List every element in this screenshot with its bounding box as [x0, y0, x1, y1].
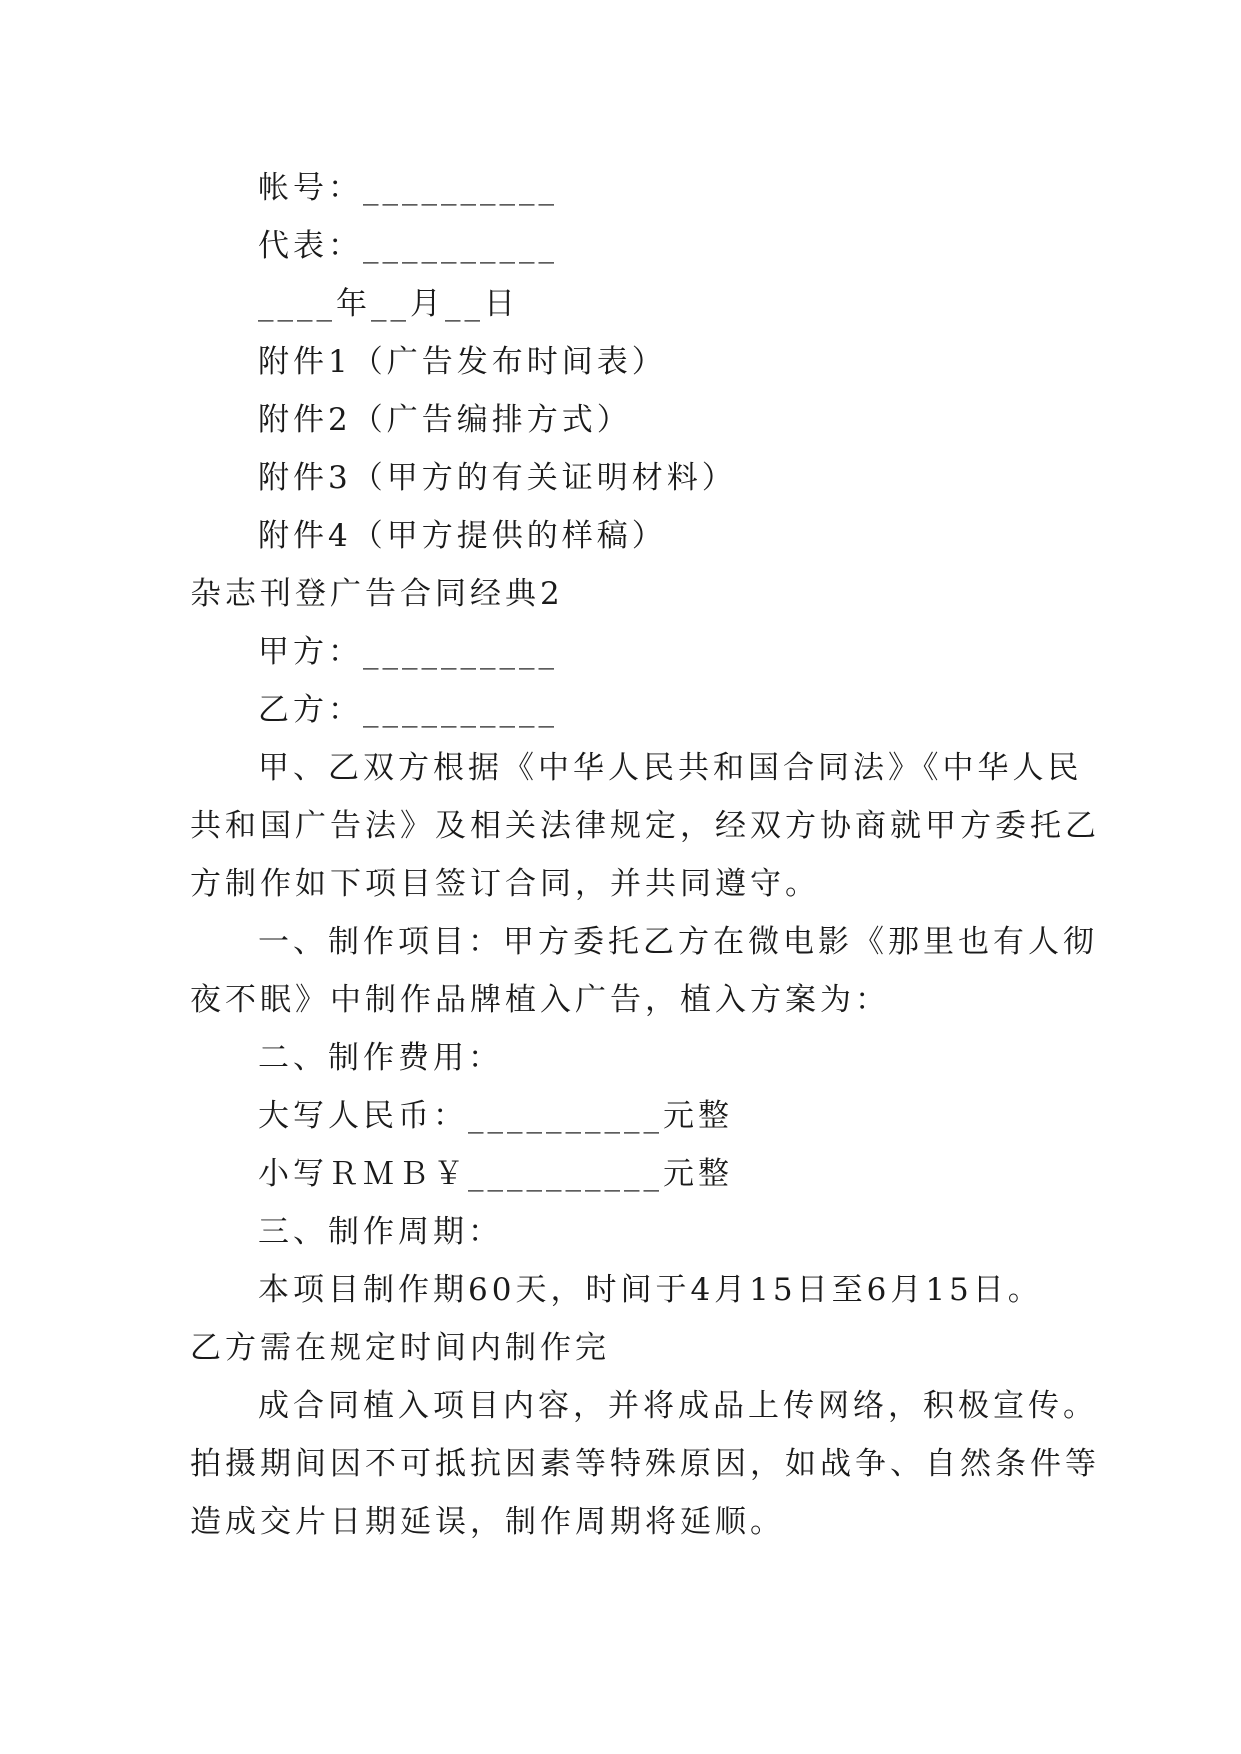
section1-line-1: 一、制作项目：甲方委托乙方在微电影《那里也有人彻	[258, 924, 1098, 960]
amount-upper-line: 大写人民币：__________元整	[258, 1098, 733, 1134]
section3-heading: 三、制作周期：	[258, 1214, 503, 1250]
preamble-line-2: 共和国广告法》及相关法律规定，经双方协商就甲方委托乙	[190, 808, 1100, 844]
attachment-4: 附件4（甲方提供的样稿）	[258, 518, 667, 554]
attachment-2: 附件2（广告编排方式）	[258, 402, 632, 438]
period-line-1: 本项目制作期60天，时间于4月15日至6月15日。	[258, 1272, 1043, 1308]
contract-title: 杂志刊登广告合同经典2	[190, 576, 564, 612]
party-b-line: 乙方：__________	[258, 692, 558, 728]
date-line: ____年__月__日	[258, 286, 519, 322]
preamble-line-1: 甲、乙双方根据《中华人民共和国合同法》《中华人民	[258, 750, 1083, 786]
preamble-line-3: 方制作如下项目签订合同，并共同遵守。	[190, 866, 820, 902]
attachment-3: 附件3（甲方的有关证明材料）	[258, 460, 737, 496]
party-a-line: 甲方：__________	[258, 634, 558, 670]
account-line: 帐号：__________	[258, 170, 558, 206]
section1-line-2: 夜不眠》中制作品牌植入广告，植入方案为：	[190, 982, 890, 1018]
completion-line-2: 拍摄期间因不可抵抗因素等特殊原因，如战争、自然条件等	[190, 1446, 1100, 1482]
period-line-2: 乙方需在规定时间内制作完	[190, 1330, 610, 1366]
attachment-1: 附件1（广告发布时间表）	[258, 344, 667, 380]
representative-line: 代表：__________	[258, 228, 558, 264]
amount-lower-line: 小写ＲＭＢ￥__________元整	[258, 1156, 733, 1192]
completion-line-1: 成合同植入项目内容，并将成品上传网络，积极宣传。	[258, 1388, 1098, 1424]
completion-line-3: 造成交片日期延误，制作周期将延顺。	[190, 1504, 785, 1540]
section2-heading: 二、制作费用：	[258, 1040, 503, 1076]
